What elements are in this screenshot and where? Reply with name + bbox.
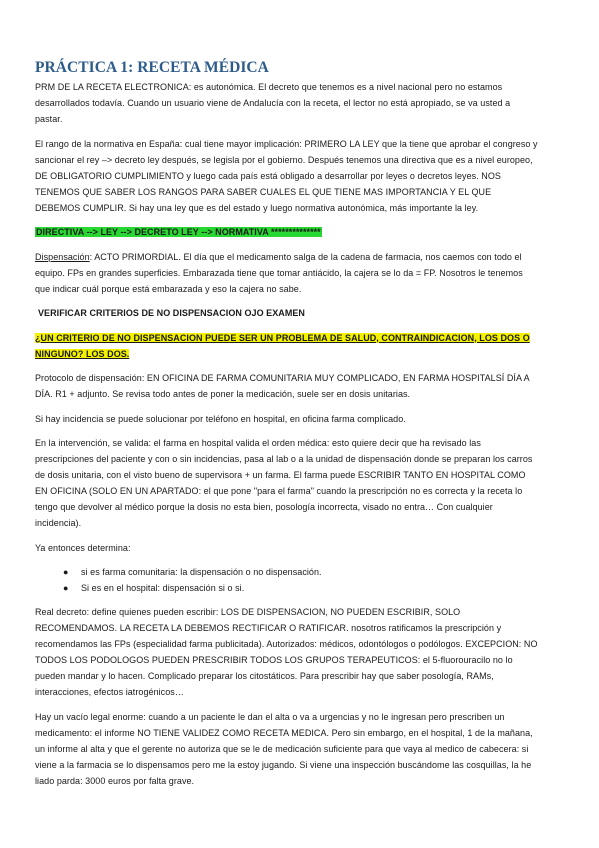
paragraph-dispensacion: [35, 249, 539, 297]
highlight-question: ¿UN CRITERIO DE NO DISPENSACION PUEDE SER UN PROBLEMA DE SALUD, CONTRAINDICACION, LOS DOS O NINGUNO? LOS DOS.: [35, 332, 530, 359]
page-title: PRÁCTICA 1: RECETA MÉDICA: [35, 59, 269, 76]
dispensacion-text: : ACTO PRIMORDIAL. El día que el medicamento salga de la cadena de farmacia, nos caemos con todo el equipo. FPs en grandes superficies. Embarazada tiene que tomar antiácido, la cajera se lo da = FP. Nosotros le tenemos que indicar cuál porque está embarazada y eso la cajera no sabe.: [35, 251, 523, 294]
bullet-list: [35, 564, 539, 596]
paragraph-rango-normativa: El rango de la normativa en España: cual tiene mayor implicación: PRIMERO LA LEY que la tiene que aprobar el congreso y sancionar el rey –> decreto ley después, se legisla por el gobierno. Después tenemos una directiva que es a nivel europeo, DE OBLIGATORIO CUMPLIMIENTO y luego cada país está obligado a desarrollar por leyes o decretos leyes. NOS TENEMOS QUE SABER LOS RANGOS PARA SABER CUALES EL QUE TIENE MAS IMPORTANCIA Y EL QUE DEBEMOS CUMPLIR. Si hay una ley que es del estado y luego normativa autonómica, más importante la ley.: [35, 138, 538, 213]
paragraph-protocolo: Protocolo de dispensación: EN OFICINA DE FARMA COMUNITARIA MUY COMPLICADO, EN FARMA HOSPITALSÍ DÍA A DÍA. R1 + adjunto. Se revisa todo antes de poner la medicación, suele ser en dosis unitarias.: [35, 373, 530, 399]
list-item: ● Si es en el hospital: dispensación si o si.: [63, 580, 539, 596]
paragraph-vacio-legal: Hay un vacío legal enorme: cuando a un paciente le dan el alta o va a urgencias y no le ingresan pero prescriben un medicamento: el informe NO TIENE VALIDEZ COMO RECETA MEDICA. Pero sin embargo, en el hospital, 1 de la mañana, un informe al alta y que el gerente no autoriza que se le de medicación suficiente para que vaya al medico de cabecera: si viene a la farmacia se lo dispensamos pero me la estoy jugando. Si viene una inspección buscándome las cosquillas, la he liado parda: 3000 euros por falta grave.: [35, 711, 533, 786]
question-line: [35, 330, 539, 362]
paragraph-real-decreto: Real decreto: define quienes pueden escribir: LOS DE DISPENSACION, NO PUEDEN ESCRIBIR, SOLO RECOMENDAMOS. LA RECETA LA DEBEMOS RECTIFICAR O RATIFICAR. nosotros ratificamos la prescripción y recomendamos las FPs (especialidad farma publicitada). Autorizados: médicos, odontólogos o podólogos. EXCEPCION: NO TODOS LOS PODOLOGOS PUEDEN PRESCRIBIR TODOS LOS GRUPOS TERAPEUTICOS: el 5-fluorouracilo no lo pueden mandar y lo hacen. Complicado preparar los citostáticos. Para prescribir hay que saber posología, RAMs, interacciones, efectos iatrogénicos…: [35, 607, 538, 697]
section-subheading: VERIFICAR CRITERIOS DE NO DISPENSACION OJO EXAMEN: [38, 308, 305, 318]
list-item: ● si es farma comunitaria: la dispensación o no dispensación.: [63, 564, 539, 580]
paragraph-incidencia: Si hay incidencia se puede solucionar por teléfono en hospital, en oficina farma complicado.: [35, 413, 406, 424]
bullet-icon: ●: [63, 583, 69, 593]
hierarchy-line: [35, 224, 539, 240]
paragraph-determina: Ya entonces determina:: [35, 542, 131, 553]
bullet-icon: ●: [63, 567, 69, 577]
dispensacion-label: Dispensación: [35, 251, 90, 262]
paragraph-prm-receta: PRM DE LA RECETA ELECTRONICA: es autonómica. El decreto que tenemos es a nivel nacional pero no estamos desarrollados todavía. Cuando un usuario viene de Andalucía con la receta, el lector no está apropiado, se va usted a pastar.: [35, 82, 511, 124]
highlight-hierarchy: DIRECTIVA --> LEY --> DECRETO LEY --> NORMATIVA **************: [36, 227, 321, 237]
paragraph-intervencion: En la intervención, se valida: el farma en hospital valida el orden médica: esto quiere decir que ha revisado las prescripciones del paciente y con o sin incidencias, pasa al lab o a la unidad de dispensación donde se preparan los carros de dosis unitaria, con el visto bueno de supervisora + un farma. El farma puede ESCRIBIR TANTO EN HOSPITAL COMO EN OFICINA (SOLO EN UN APARTADO: el que pone "para el farma" cuando la prescripción no es correcta y la receta lo tengo que devolver al médico porque la dosis no esta bien, posología incorrecta, visado no entra… Con cualquier incidencia).: [35, 438, 533, 528]
